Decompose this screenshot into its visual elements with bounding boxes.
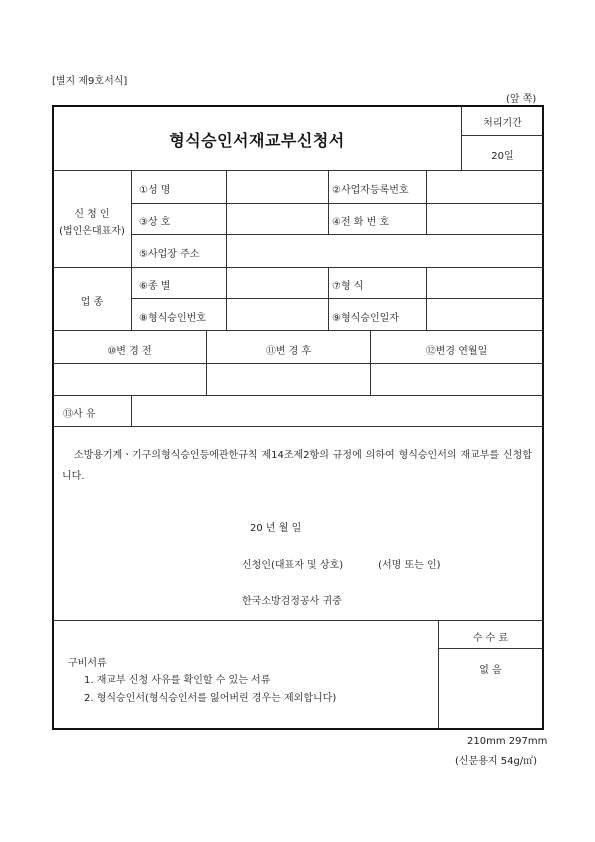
required-document-item: 1. 재교부 신청 사유를 확인할 수 있는 서류 xyxy=(84,675,271,686)
name-label: ①성 명 xyxy=(139,185,171,196)
reason-label: ⑬사 유 xyxy=(63,409,96,420)
page-side-label: (앞 쪽) xyxy=(506,94,537,105)
kind-label: ⑥종 별 xyxy=(139,281,171,292)
fee-label: 수 수 료 xyxy=(472,633,509,644)
approval-date-label: ⑨형식승인일자 xyxy=(332,313,399,324)
business-type-label: 업 종 xyxy=(80,297,104,308)
recipient-line: 한국소방검정공사 귀중 xyxy=(242,596,342,607)
applicant-group-label: 신 청 인 xyxy=(74,209,110,220)
fee-value: 없 음 xyxy=(479,665,502,676)
before-change-label: ⑩변 경 전 xyxy=(107,346,152,357)
paper-type: (신문용지 54g/㎡) xyxy=(455,756,538,767)
required-documents-heading: 구비서류 xyxy=(68,658,107,669)
form-title: 형식승인서재교부신청서 xyxy=(169,131,345,150)
processing-period-label: 처리기간 xyxy=(483,118,522,129)
address-label: ⑤사업장 주소 xyxy=(139,249,200,260)
change-date-label: ⑫변경 연월일 xyxy=(425,346,488,357)
application-date-line: 20 년 월 일 xyxy=(250,523,302,534)
processing-period-value: 20일 xyxy=(491,151,514,162)
after-change-label: ⑪변 경 후 xyxy=(265,346,312,357)
paper-size: 210mm 297mm xyxy=(467,736,548,747)
required-document-item: 2. 형식승인서(형식승인서를 잃어버린 경우는 제외합니다) xyxy=(84,693,337,704)
application-statement: 소방용기계ㆍ기구의형식승인등에관한규칙 제14조제2항의 규정에 의하여 형식승인서의 재교부를 신청합니다. xyxy=(62,450,532,482)
trade-name-label: ③상 호 xyxy=(139,217,171,228)
approval-number-label: ⑧형식승인번호 xyxy=(139,313,206,324)
form-number: [별지 제9호서식] xyxy=(52,76,128,87)
applicant-group-sublabel: (법인은대표자) xyxy=(59,226,125,237)
model-label: ⑦형 식 xyxy=(332,281,364,292)
phone-label: ④전 화 번 호 xyxy=(332,217,390,228)
signature-line: 신청인(대표자 및 상호) (서명 또는 인) xyxy=(242,560,441,571)
business-number-label: ②사업자등록번호 xyxy=(332,185,409,196)
